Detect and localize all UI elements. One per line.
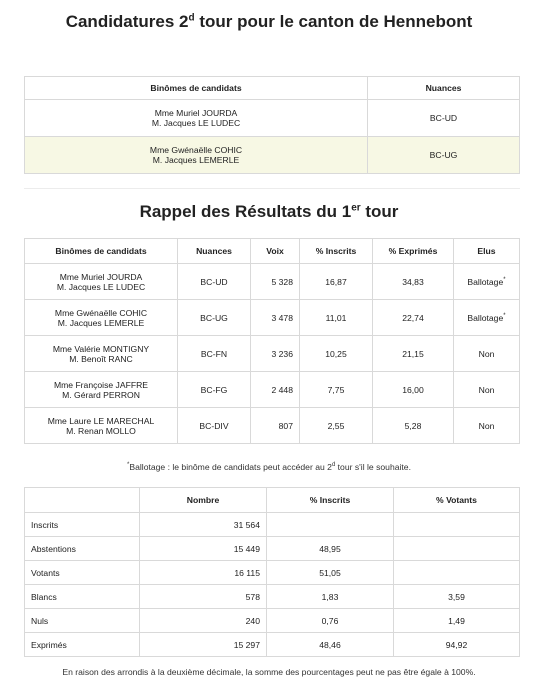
exprimes-cell: 22,74 <box>373 300 454 336</box>
inscrits-cell: 48,95 <box>267 537 394 561</box>
binome-cell: Mme Gwénaëlle COHIC M. Jacques LEMERLE <box>25 300 178 336</box>
inscrits-cell: 16,87 <box>300 264 373 300</box>
voix-cell: 2 448 <box>251 372 300 408</box>
results-table <box>24 238 520 444</box>
votants-cell <box>394 537 520 561</box>
inscrits-cell <box>267 513 394 537</box>
table-row <box>25 633 520 657</box>
header-inscrits: % Inscrits <box>300 239 373 264</box>
elus-cell: Ballotage* <box>454 264 520 300</box>
divider <box>24 188 520 189</box>
voix-cell: 807 <box>251 408 300 444</box>
table-row <box>25 408 520 444</box>
inscrits-cell: 1,83 <box>267 585 394 609</box>
inscrits-cell: 2,55 <box>300 408 373 444</box>
nuance-cell: BC-UD <box>368 100 520 137</box>
footnote: *Ballotage : le binôme de candidats peut accéder au 2$^d$ tour s'il le souhaite. <box>127 462 411 472</box>
table-row <box>25 537 520 561</box>
votants-cell <box>394 561 520 585</box>
table-row <box>25 137 520 174</box>
votants-cell: 94,92 <box>394 633 520 657</box>
rounding-note: En raison des arrondis à la deuxième décimale, la somme des pourcentages peut ne pas être égale à 100%. <box>62 667 476 677</box>
nuance-cell: BC-FN <box>178 336 251 372</box>
binome-cell: Mme Gwénaëlle COHIC M. Jacques LEMERLE <box>25 137 368 174</box>
header-inscrits: % Inscrits <box>267 488 394 513</box>
header-votants: % Votants <box>394 488 520 513</box>
table-row <box>25 336 520 372</box>
binome-cell: Mme Muriel JOURDA M. Jacques LE LUDEC <box>25 100 368 137</box>
candidates-table <box>24 76 520 174</box>
nombre-cell: 15 297 <box>140 633 267 657</box>
header-exprimes: % Exprimés <box>373 239 454 264</box>
table-row <box>25 264 520 300</box>
row-label: Blancs <box>25 585 140 609</box>
header-binomes: Binômes de candidats <box>25 77 368 100</box>
section-title: Rappel des Résultats du 1er tour <box>139 202 399 221</box>
inscrits-cell: 51,05 <box>267 561 394 585</box>
voix-cell: 3 236 <box>251 336 300 372</box>
elus-cell: Non <box>454 336 520 372</box>
nombre-cell: 16 115 <box>140 561 267 585</box>
table-row <box>25 513 520 537</box>
exprimes-cell: 34,83 <box>373 264 454 300</box>
votants-cell: 1,49 <box>394 609 520 633</box>
header-empty <box>25 488 140 513</box>
header-binomes: Binômes de candidats <box>25 239 178 264</box>
participation-table <box>24 487 520 657</box>
votants-cell: 3,59 <box>394 585 520 609</box>
header-nuances: Nuances <box>368 77 520 100</box>
inscrits-cell: 11,01 <box>300 300 373 336</box>
inscrits-cell: 7,75 <box>300 372 373 408</box>
nuance-cell: BC-UD <box>178 264 251 300</box>
inscrits-cell: 0,76 <box>267 609 394 633</box>
nuance-cell: BC-FG <box>178 372 251 408</box>
nombre-cell: 31 564 <box>140 513 267 537</box>
row-label: Abstentions <box>25 537 140 561</box>
elus-cell: Ballotage* <box>454 300 520 336</box>
row-label: Exprimés <box>25 633 140 657</box>
page-title: Candidatures 2$^d$ tour pour le canton de Hennebont <box>65 12 473 31</box>
inscrits-cell: 10,25 <box>300 336 373 372</box>
binome-cell: Mme Laure LE MARECHAL M. Renan MOLLO <box>25 408 178 444</box>
nombre-cell: 15 449 <box>140 537 267 561</box>
header-nuances: Nuances <box>178 239 251 264</box>
voix-cell: 5 328 <box>251 264 300 300</box>
nuance-cell: BC-UG <box>178 300 251 336</box>
row-label: Inscrits <box>25 513 140 537</box>
table-row <box>25 561 520 585</box>
row-label: Votants <box>25 561 140 585</box>
inscrits-cell: 48,46 <box>267 633 394 657</box>
exprimes-cell: 21,15 <box>373 336 454 372</box>
nombre-cell: 578 <box>140 585 267 609</box>
nuance-cell: BC-DIV <box>178 408 251 444</box>
binome-cell: Mme Muriel JOURDA M. Jacques LE LUDEC <box>25 264 178 300</box>
nombre-cell: 240 <box>140 609 267 633</box>
elus-cell: Non <box>454 372 520 408</box>
row-label: Nuls <box>25 609 140 633</box>
header-elus: Elus <box>454 239 520 264</box>
header-voix: Voix <box>251 239 300 264</box>
table-row <box>25 609 520 633</box>
table-row <box>25 585 520 609</box>
table-row <box>25 300 520 336</box>
binome-cell: Mme Valérie MONTIGNY M. Benoît RANC <box>25 336 178 372</box>
header-nombre: Nombre <box>140 488 267 513</box>
votants-cell <box>394 513 520 537</box>
exprimes-cell: 5,28 <box>373 408 454 444</box>
voix-cell: 3 478 <box>251 300 300 336</box>
elus-cell: Non <box>454 408 520 444</box>
table-row <box>25 100 520 137</box>
table-row <box>25 372 520 408</box>
nuance-cell: BC-UG <box>368 137 520 174</box>
exprimes-cell: 16,00 <box>373 372 454 408</box>
binome-cell: Mme Françoise JAFFRE M. Gérard PERRON <box>25 372 178 408</box>
